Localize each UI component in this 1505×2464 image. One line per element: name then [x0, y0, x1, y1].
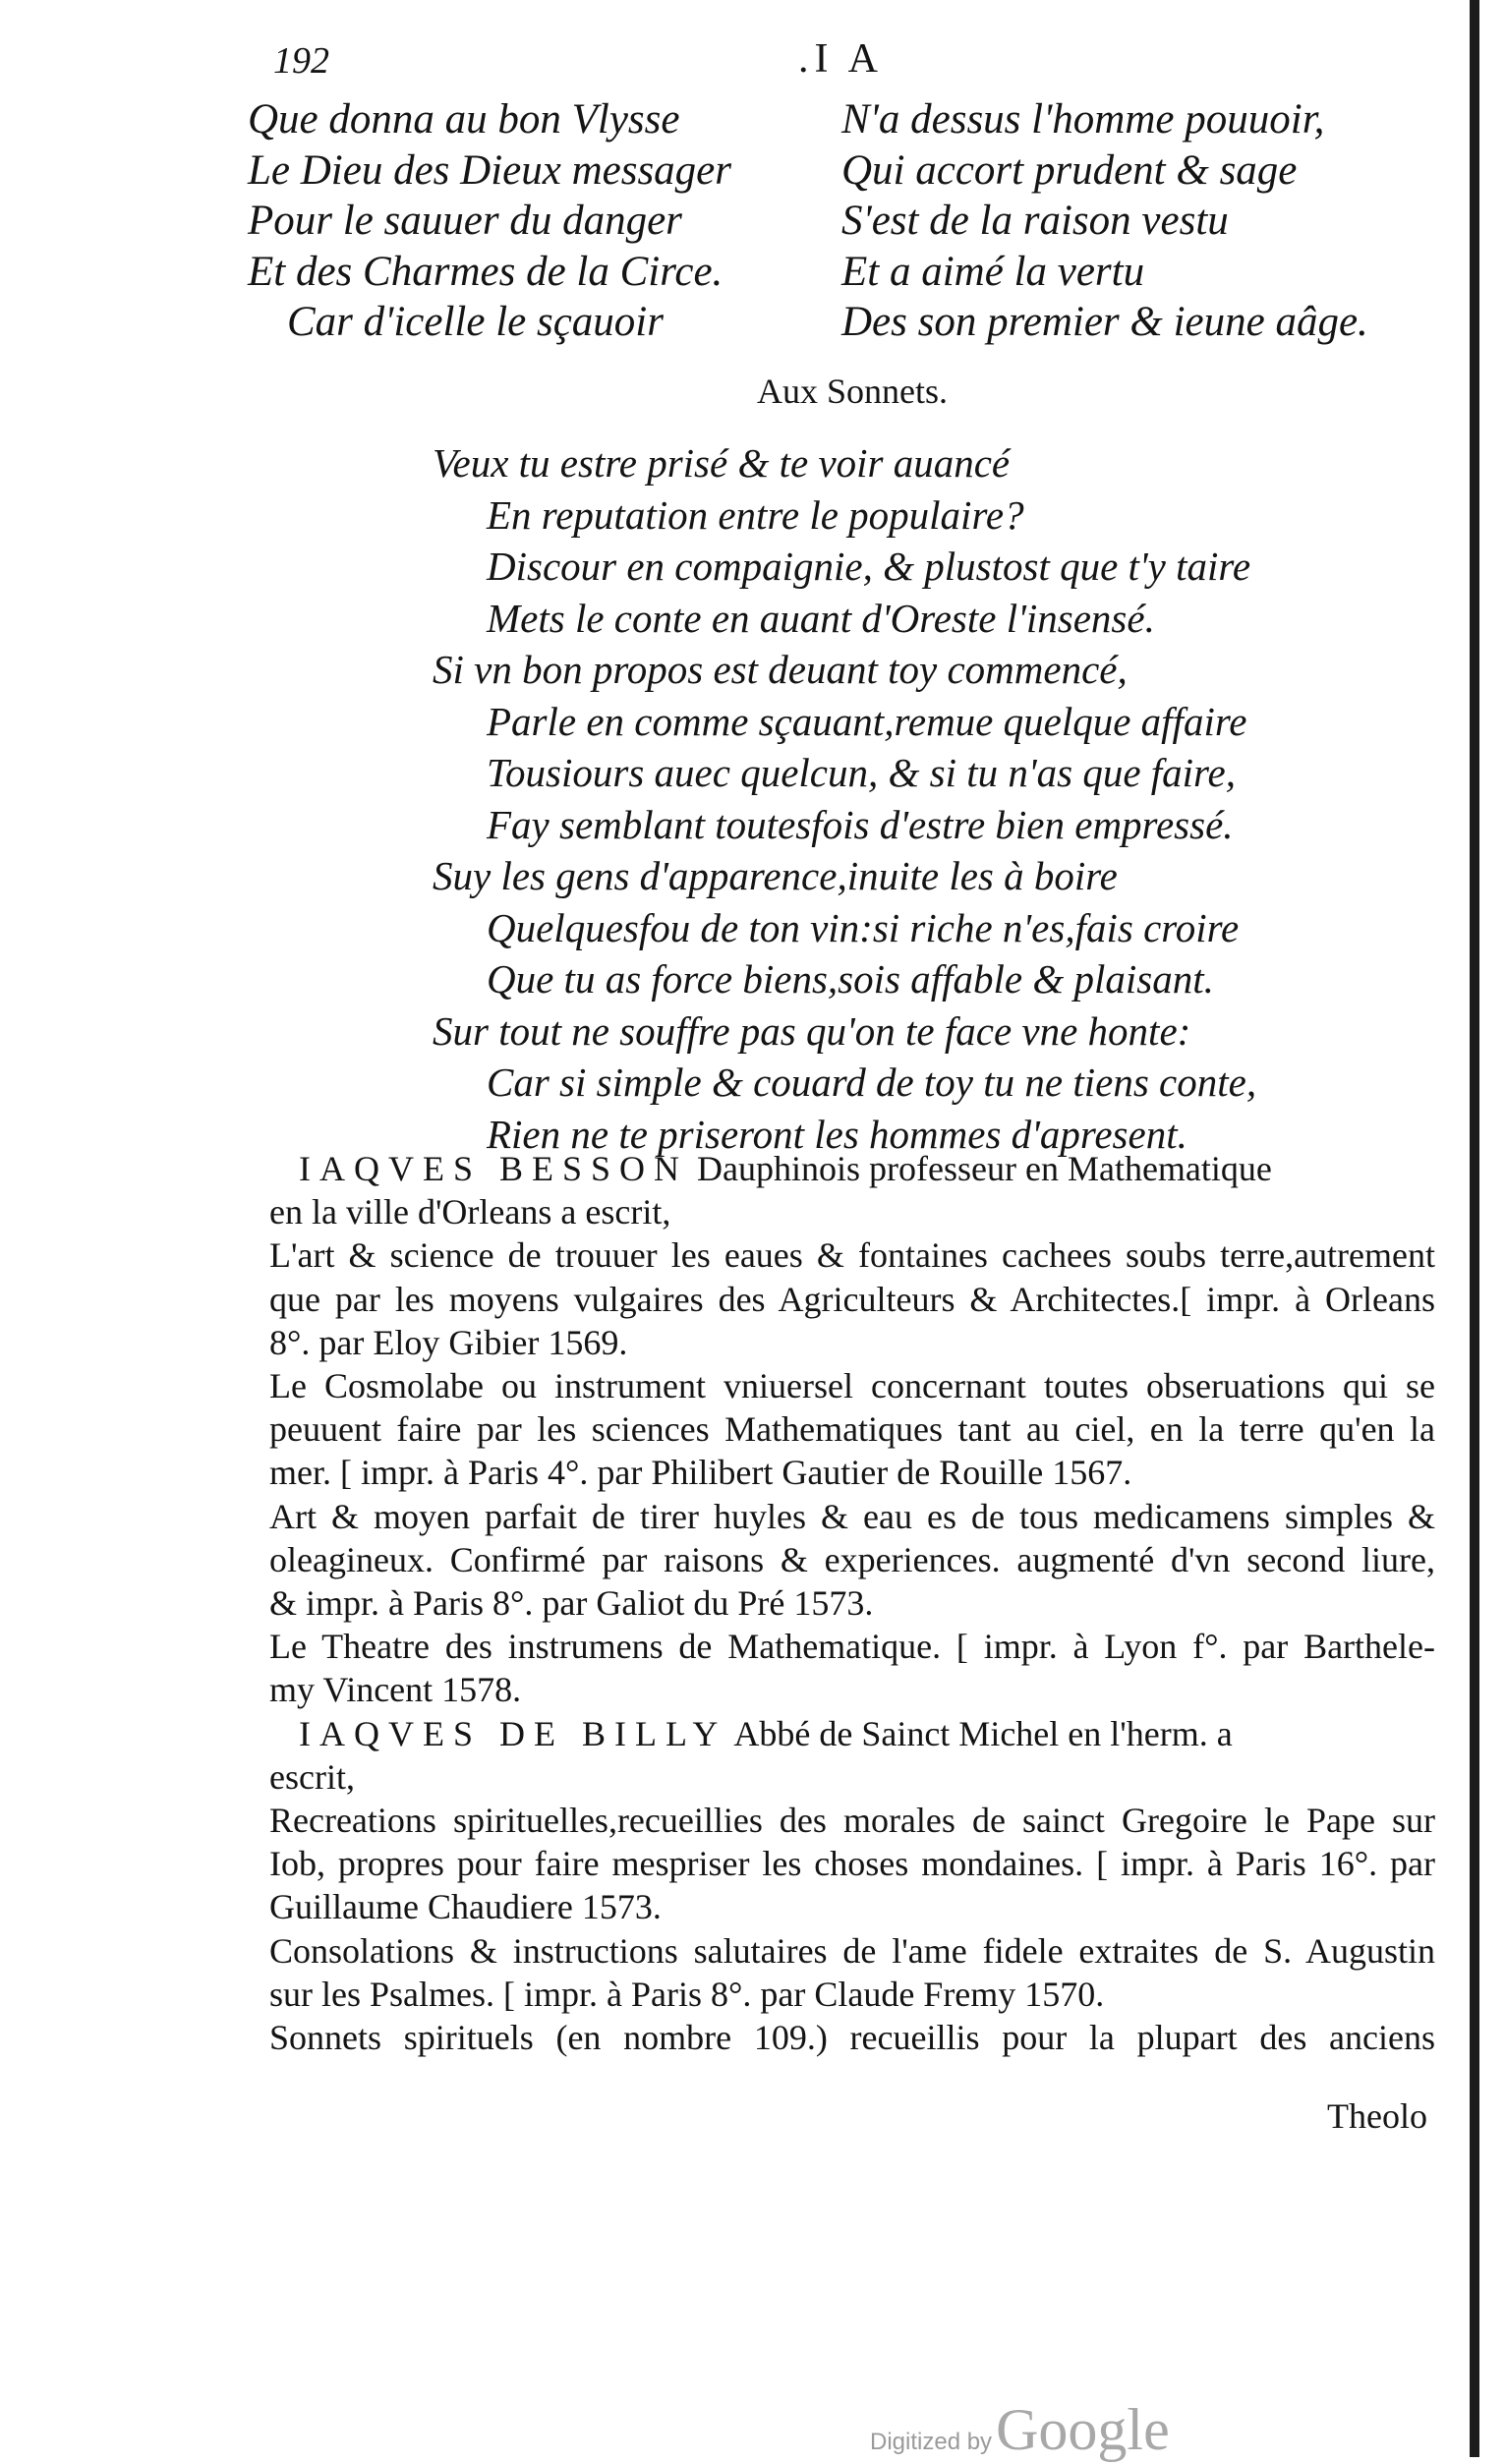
- entry-besson-intro: [269, 1147, 1435, 1190]
- page-number: 192: [273, 40, 329, 82]
- google-logo: Google: [996, 2397, 1170, 2462]
- entry-line: Recreations spirituelles,recueillies des morales de sainct Gregoire le Pape sur: [269, 1801, 1435, 1841]
- author-description: Abbé de Sainct Michel en l'herm. a: [726, 1713, 1233, 1753]
- sonnet-line: Car si simple & couard de toy tu ne tiens conte,: [487, 1060, 1257, 1105]
- verse-line: Que donna au bon Vlysse: [248, 96, 680, 143]
- bibliography: [269, 1147, 1435, 2059]
- verse-line: S'est de la raison vestu: [841, 198, 1229, 244]
- poem-left-column: [248, 94, 731, 348]
- verse-line: Pour le sauuer du danger: [248, 198, 682, 244]
- sonnet-line: Veux tu estre prisé & te voir auancé: [433, 440, 1011, 486]
- sonnet-line: En reputation entre le populaire?: [487, 491, 1024, 538]
- entry-line: Iob, propres pour faire mespriser les choses mondaines. [ impr. à Paris 16°. par: [269, 1844, 1435, 1884]
- entry-line: que par les moyens vulgaires des Agriculteurs & Architectes.[ impr. à Orleans: [269, 1279, 1435, 1319]
- entry-line: L'art & science de trouuer les eaues & fontaines cachees soubs terre,autrement: [269, 1235, 1435, 1276]
- digitized-watermark: [870, 2396, 1170, 2464]
- section-heading: Aux Sonnets.: [757, 372, 949, 411]
- entry-besson-intro-cont: en la ville d'Orleans a escrit,: [269, 1192, 671, 1232]
- sonnet-line: Quelquesfou de ton vin:si riche n'es,fais croire: [487, 904, 1240, 950]
- author-name: IAQVES BESSON: [299, 1149, 689, 1188]
- entry-line: my Vincent 1578.: [269, 1670, 522, 1710]
- catchword: Theolo: [1327, 2096, 1427, 2136]
- entry-line: Guillaume Chaudiere 1573.: [269, 1887, 662, 1927]
- verse-line: Car d'icelle le sçauoir: [287, 299, 664, 345]
- running-head: .I A: [798, 36, 884, 82]
- sonnet-line: Mets le conte en auant d'Oreste l'insensé.: [487, 595, 1155, 641]
- entry-line: sur les Psalmes. [ impr. à Paris 8°. par Claude Fremy 1570.: [269, 1974, 1105, 2014]
- verse-line: Qui accort prudent & sage: [841, 146, 1298, 194]
- verse-line: Le Dieu des Dieux messager: [248, 146, 732, 194]
- entry-line: oleagineux. Confirmé par raisons & experiences. augmenté d'vn second liure,: [269, 1539, 1435, 1579]
- sonnet-line: Tousiours auec quelcun, & si tu n'as que faire,: [487, 750, 1236, 795]
- sonnet-line: Suy les gens d'apparence,inuite les à boire: [433, 853, 1118, 898]
- verse-line: Et a aimé la vertu: [841, 248, 1145, 295]
- sonnet-line: Rien ne te priseront les hommes d'apresent.: [487, 1111, 1187, 1157]
- sonnet-line: Discour en compaignie, & plustost que t'y taire: [487, 544, 1251, 589]
- entry-line: peuuent faire par les sciences Mathematiques tant au ciel, en la terre qu'en la: [269, 1409, 1435, 1450]
- entry-line: Art & moyen parfait de tirer huyles & eau es de tous medicamens simples &: [269, 1496, 1435, 1536]
- poem-right-column: [841, 94, 1368, 348]
- author-name: IAQVES DE BILLY: [299, 1713, 727, 1753]
- entry-line: & impr. à Paris 8°. par Galiot du Pré 1573.: [269, 1583, 874, 1624]
- sonnet-line: Si vn bon propos est deuant toy commencé,: [433, 647, 1128, 692]
- entry-line: Consolations & instructions salutaires de l'ame fidele extraites de S. Augustin: [269, 1930, 1435, 1971]
- sonnet-line: Que tu as force biens,sois affable & plaisant.: [487, 956, 1214, 1002]
- author-description: Dauphinois professeur en Mathematique: [688, 1149, 1272, 1188]
- entry-line: 8°. par Eloy Gibier 1569.: [269, 1322, 628, 1362]
- sonnet-line: Parle en comme sçauant,remue quelque affaire: [487, 698, 1247, 744]
- entry-billy-intro-cont: escrit,: [269, 1756, 355, 1797]
- sonnet-line: Fay semblant toutesfois d'estre bien empressé.: [487, 801, 1234, 847]
- sonnet: [433, 437, 1256, 1160]
- entry-billy-intro: [269, 1712, 1435, 1755]
- page-edge-rule: [1470, 0, 1479, 2457]
- verse-line: Des son premier & ieune aâge.: [841, 299, 1368, 345]
- sonnet-line: Sur tout ne souffre pas qu'on te face vne honte:: [433, 1007, 1191, 1054]
- entry-line: mer. [ impr. à Paris 4°. par Philibert Gautier de Rouille 1567.: [269, 1453, 1132, 1493]
- verse-line: Et des Charmes de la Circe.: [248, 248, 724, 295]
- entry-line: Le Cosmolabe ou instrument vniuersel concernant toutes obseruations qui se: [269, 1366, 1435, 1406]
- watermark-prefix: Digitized by: [870, 2429, 993, 2455]
- entry-line: Sonnets spirituels (en nombre 109.) recueillis pour la plupart des anciens: [269, 2018, 1435, 2058]
- verse-line: N'a dessus l'homme pouuoir,: [841, 96, 1325, 143]
- entry-line: Le Theatre des instrumens de Mathematique. [ impr. à Lyon f°. par Barthele-: [269, 1627, 1435, 1667]
